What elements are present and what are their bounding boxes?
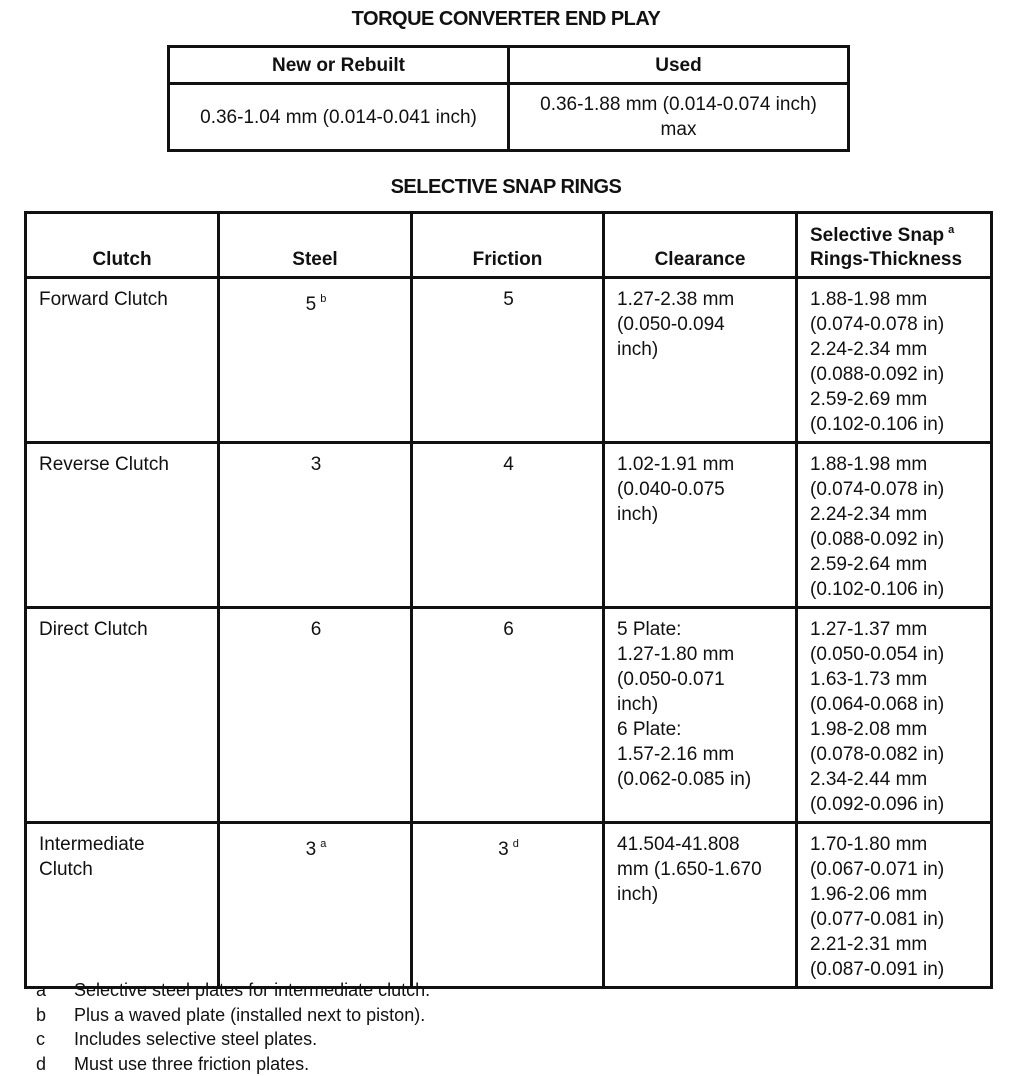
thickness-line: 1.98-2.08 mm	[810, 719, 928, 740]
cell-clearance	[604, 823, 797, 988]
clutch-name: Forward Clutch	[39, 289, 168, 310]
footnote-item	[36, 1027, 430, 1052]
thickness-line: 1.88-1.98 mm	[810, 454, 928, 475]
torque-table-title: TORQUE CONVERTER END PLAY	[351, 8, 661, 30]
thickness-line: 2.21-2.31 mm	[810, 934, 928, 955]
thickness-line: (0.088-0.092 in)	[810, 364, 945, 385]
header-thickness-line1: Selective Snap	[810, 225, 945, 246]
footnote-text: Must use three friction plates.	[74, 1053, 310, 1074]
clearance-line: 6 Plate:	[617, 719, 682, 740]
friction-count: 3	[498, 839, 509, 860]
thickness-line: 2.24-2.34 mm	[810, 339, 928, 360]
snap-rings-table-title: SELECTIVE SNAP RINGS	[390, 176, 622, 198]
cell-friction	[412, 608, 604, 823]
cell-friction	[412, 278, 604, 443]
footnote-key: c	[36, 1029, 45, 1049]
clearance-line: mm (1.650-1.670	[617, 859, 762, 880]
footnote-item	[36, 978, 430, 1003]
steel-footnote: b	[320, 293, 327, 305]
clearance-line: 5 Plate:	[617, 619, 682, 640]
clearance-line: inch)	[617, 504, 659, 525]
steel-count: 5	[305, 294, 317, 315]
friction-count: 4	[503, 454, 514, 475]
clearance-line: 1.02-1.91 mm	[617, 454, 735, 475]
table-row	[26, 278, 992, 443]
thickness-line: (0.102-0.106 in)	[810, 414, 945, 435]
header-row	[26, 213, 992, 278]
thickness-line: 1.27-1.37 mm	[810, 619, 928, 640]
table-row	[26, 443, 992, 608]
header-clutch: Clutch	[26, 213, 219, 278]
thickness-line: (0.078-0.082 in)	[810, 744, 945, 765]
header-thickness-footnote: a	[948, 224, 955, 236]
friction-footnote: d	[512, 838, 519, 850]
footnote-key: a	[36, 980, 47, 1000]
clearance-line: inch)	[617, 884, 659, 905]
footnote-text: Selective steel plates for intermediate clutch.	[74, 980, 431, 1000]
cell-clutch	[26, 443, 219, 608]
clutch-name: Clutch	[39, 859, 93, 880]
thickness-line: 2.24-2.34 mm	[810, 504, 928, 525]
value-new-or-rebuilt: 0.36-1.04 mm (0.014-0.041 inch)	[169, 84, 509, 151]
clearance-line: inch)	[617, 339, 659, 360]
clearance-line: 1.27-2.38 mm	[617, 289, 735, 310]
torque-converter-table	[167, 45, 850, 152]
clearance-line: inch)	[617, 694, 659, 715]
clearance-line: (0.050-0.094	[617, 314, 725, 335]
thickness-line: 2.34-2.44 mm	[810, 769, 928, 790]
cell-thickness	[797, 443, 992, 608]
header-steel: Steel	[219, 213, 412, 278]
cell-clutch	[26, 278, 219, 443]
cell-clutch	[26, 608, 219, 823]
footnote-text: Includes selective steel plates.	[74, 1029, 318, 1049]
thickness-line: (0.074-0.078 in)	[810, 314, 945, 335]
clearance-line: 1.57-2.16 mm	[617, 744, 735, 765]
thickness-line: 1.63-1.73 mm	[810, 669, 928, 690]
footnote-key: b	[36, 1004, 47, 1025]
clutch-name: Intermediate	[39, 834, 145, 855]
friction-count: 5	[503, 289, 514, 310]
thickness-line: (0.088-0.092 in)	[810, 529, 945, 550]
cell-thickness	[797, 823, 992, 988]
footnote-text: Plus a waved plate (installed next to piston).	[74, 1004, 426, 1025]
steel-footnote: a	[320, 838, 327, 850]
header-new-or-rebuilt: New or Rebuilt	[169, 47, 509, 84]
cell-steel	[219, 443, 412, 608]
header-clearance: Clearance	[604, 213, 797, 278]
footnote-key: d	[36, 1053, 47, 1074]
cell-thickness	[797, 278, 992, 443]
thickness-line: (0.064-0.068 in)	[810, 694, 945, 715]
cell-thickness	[797, 608, 992, 823]
steel-count: 3	[310, 454, 322, 475]
clutch-name: Direct Clutch	[39, 619, 148, 640]
cell-clearance	[604, 608, 797, 823]
clutch-name: Reverse Clutch	[39, 454, 169, 475]
table-row	[26, 608, 992, 823]
thickness-line: (0.050-0.054 in)	[810, 644, 945, 665]
selective-snap-rings-table	[24, 211, 993, 989]
cell-clutch	[26, 823, 219, 988]
thickness-line: 2.59-2.64 mm	[810, 554, 928, 575]
value-used: 0.36-1.88 mm (0.014-0.074 inch) max	[509, 84, 849, 151]
table-row	[26, 823, 992, 988]
header-thickness	[797, 213, 992, 278]
cell-friction	[412, 443, 604, 608]
thickness-line: 1.70-1.80 mm	[810, 834, 928, 855]
header-friction: Friction	[412, 213, 604, 278]
cell-friction	[412, 823, 604, 988]
clearance-line: (0.050-0.071	[617, 669, 725, 690]
footnote-item	[36, 1003, 430, 1028]
clearance-line: 41.504-41.808	[617, 834, 740, 855]
cell-steel	[219, 608, 412, 823]
thickness-line: 1.96-2.06 mm	[810, 884, 928, 905]
thickness-line: (0.102-0.106 in)	[810, 579, 945, 600]
header-thickness-line2: Rings-Thickness	[810, 249, 963, 270]
cell-steel	[219, 278, 412, 443]
footnote-item	[36, 1052, 430, 1076]
cell-clearance	[604, 278, 797, 443]
clearance-line: (0.062-0.085 in)	[617, 769, 752, 790]
friction-count: 6	[503, 619, 514, 640]
header-used: Used	[509, 47, 849, 84]
steel-count: 6	[310, 619, 322, 640]
thickness-line: 1.88-1.98 mm	[810, 289, 928, 310]
thickness-line: (0.074-0.078 in)	[810, 479, 945, 500]
cell-steel	[219, 823, 412, 988]
footnotes	[36, 978, 430, 1076]
steel-count: 3	[305, 839, 317, 860]
thickness-line: (0.087-0.091 in)	[810, 959, 945, 980]
thickness-line: 2.59-2.69 mm	[810, 389, 928, 410]
clearance-line: (0.040-0.075	[617, 479, 725, 500]
thickness-line: (0.077-0.081 in)	[810, 909, 945, 930]
thickness-line: (0.092-0.096 in)	[810, 794, 945, 815]
thickness-line: (0.067-0.071 in)	[810, 859, 945, 880]
cell-clearance	[604, 443, 797, 608]
clearance-line: 1.27-1.80 mm	[617, 644, 735, 665]
